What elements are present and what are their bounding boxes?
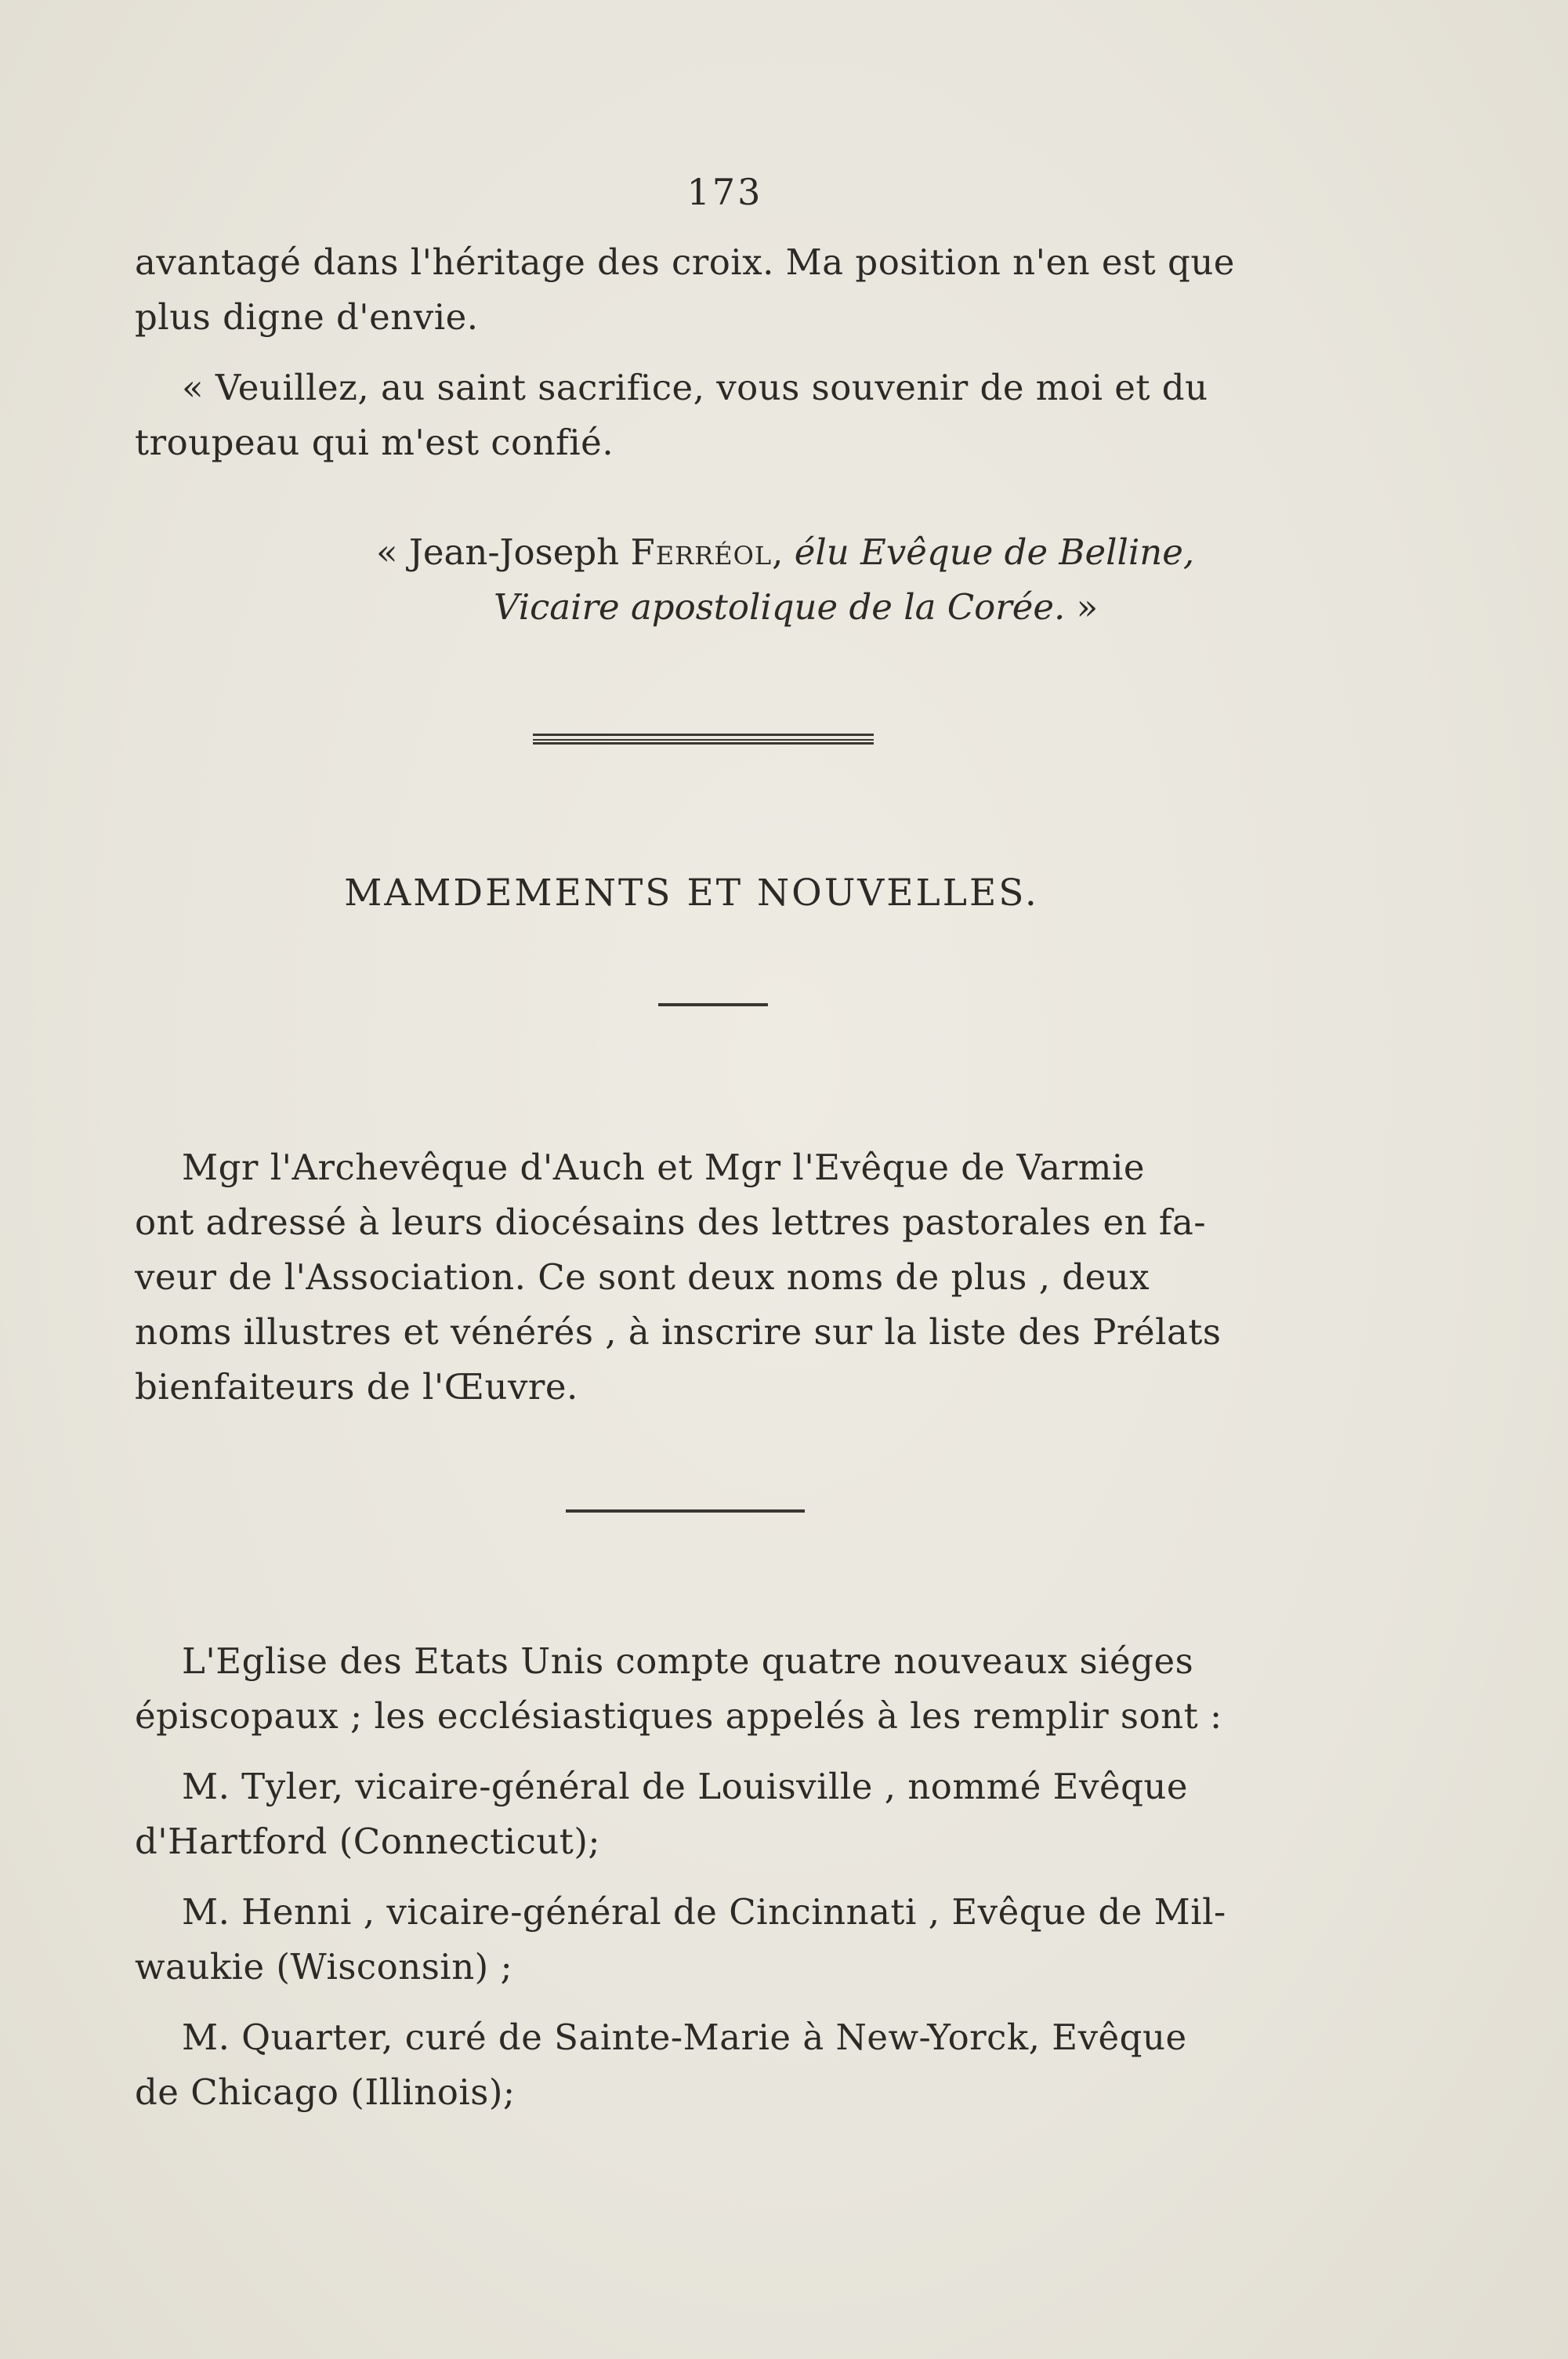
nomination-tyler [135, 1759, 1263, 1869]
text-line: waukie (Wisconsin) ; [135, 1946, 513, 1988]
signature-suffix: » [1065, 586, 1099, 628]
signature-name: Ferréol [630, 531, 773, 573]
mandements-paragraph [135, 1140, 1263, 1415]
text-line: M. Tyler, vicaire-général de Louisville , nommé Evêque [182, 1766, 1188, 1807]
request-paragraph [135, 361, 1263, 470]
letter-signature [376, 525, 1277, 635]
nomination-quarter [135, 2010, 1263, 2120]
signature-prefix: « Jean-Joseph [376, 531, 631, 573]
text-line: bienfaiteurs de l'Œuvre. [135, 1366, 578, 1408]
text-line: noms illustres et vénérés , à inscrire sur la liste des Prélats [135, 1311, 1222, 1353]
double-rule-divider [533, 734, 874, 745]
signature-comma: , [772, 531, 795, 573]
signature-line-2 [376, 580, 1277, 635]
text-line: d'Hartford (Connecticut); [135, 1821, 601, 1862]
short-rule-divider [658, 1003, 768, 1006]
text-line: M. Henni , vicaire-général de Cincinnati , Evêque de Mil- [182, 1891, 1226, 1933]
text-line: troupeau qui m'est confié. [135, 422, 614, 463]
signature-title-2: Vicaire apostolique de la Corée. [494, 586, 1066, 628]
section-heading: MAMDEMENTS ET NOUVELLES. [344, 871, 1039, 915]
signature-title-1: élu Evêque de Belline, [794, 531, 1195, 573]
text-line: avantagé dans l'héritage des croix. Ma position n'en est que [135, 241, 1235, 283]
eglise-paragraph [135, 1634, 1263, 1744]
text-line: M. Quarter, curé de Sainte-Marie à New-Yorck, Evêque [182, 2017, 1187, 2058]
text-line: de Chicago (Illinois); [135, 2071, 516, 2113]
nomination-henni [135, 1885, 1263, 1995]
text-line: épiscopaux ; les ecclésiastiques appelés à les remplir sont : [135, 1695, 1222, 1737]
opening-paragraph [135, 235, 1263, 345]
rule-divider [566, 1509, 805, 1513]
signature-line-1 [376, 525, 1277, 580]
text-line: L'Eglise des Etats Unis compte quatre nouveaux siéges [182, 1640, 1194, 1682]
page-number: 173 [686, 171, 763, 213]
text-line: « Veuillez, au saint sacrifice, vous souvenir de moi et du [182, 367, 1208, 408]
text-line: plus digne d'envie. [135, 296, 479, 338]
text-line: ont adressé à leurs diocésains des lettres pastorales en fa- [135, 1201, 1207, 1243]
text-line: Mgr l'Archevêque d'Auch et Mgr l'Evêque de Varmie [182, 1147, 1145, 1188]
text-line: veur de l'Association. Ce sont deux noms de plus , deux [135, 1256, 1150, 1298]
